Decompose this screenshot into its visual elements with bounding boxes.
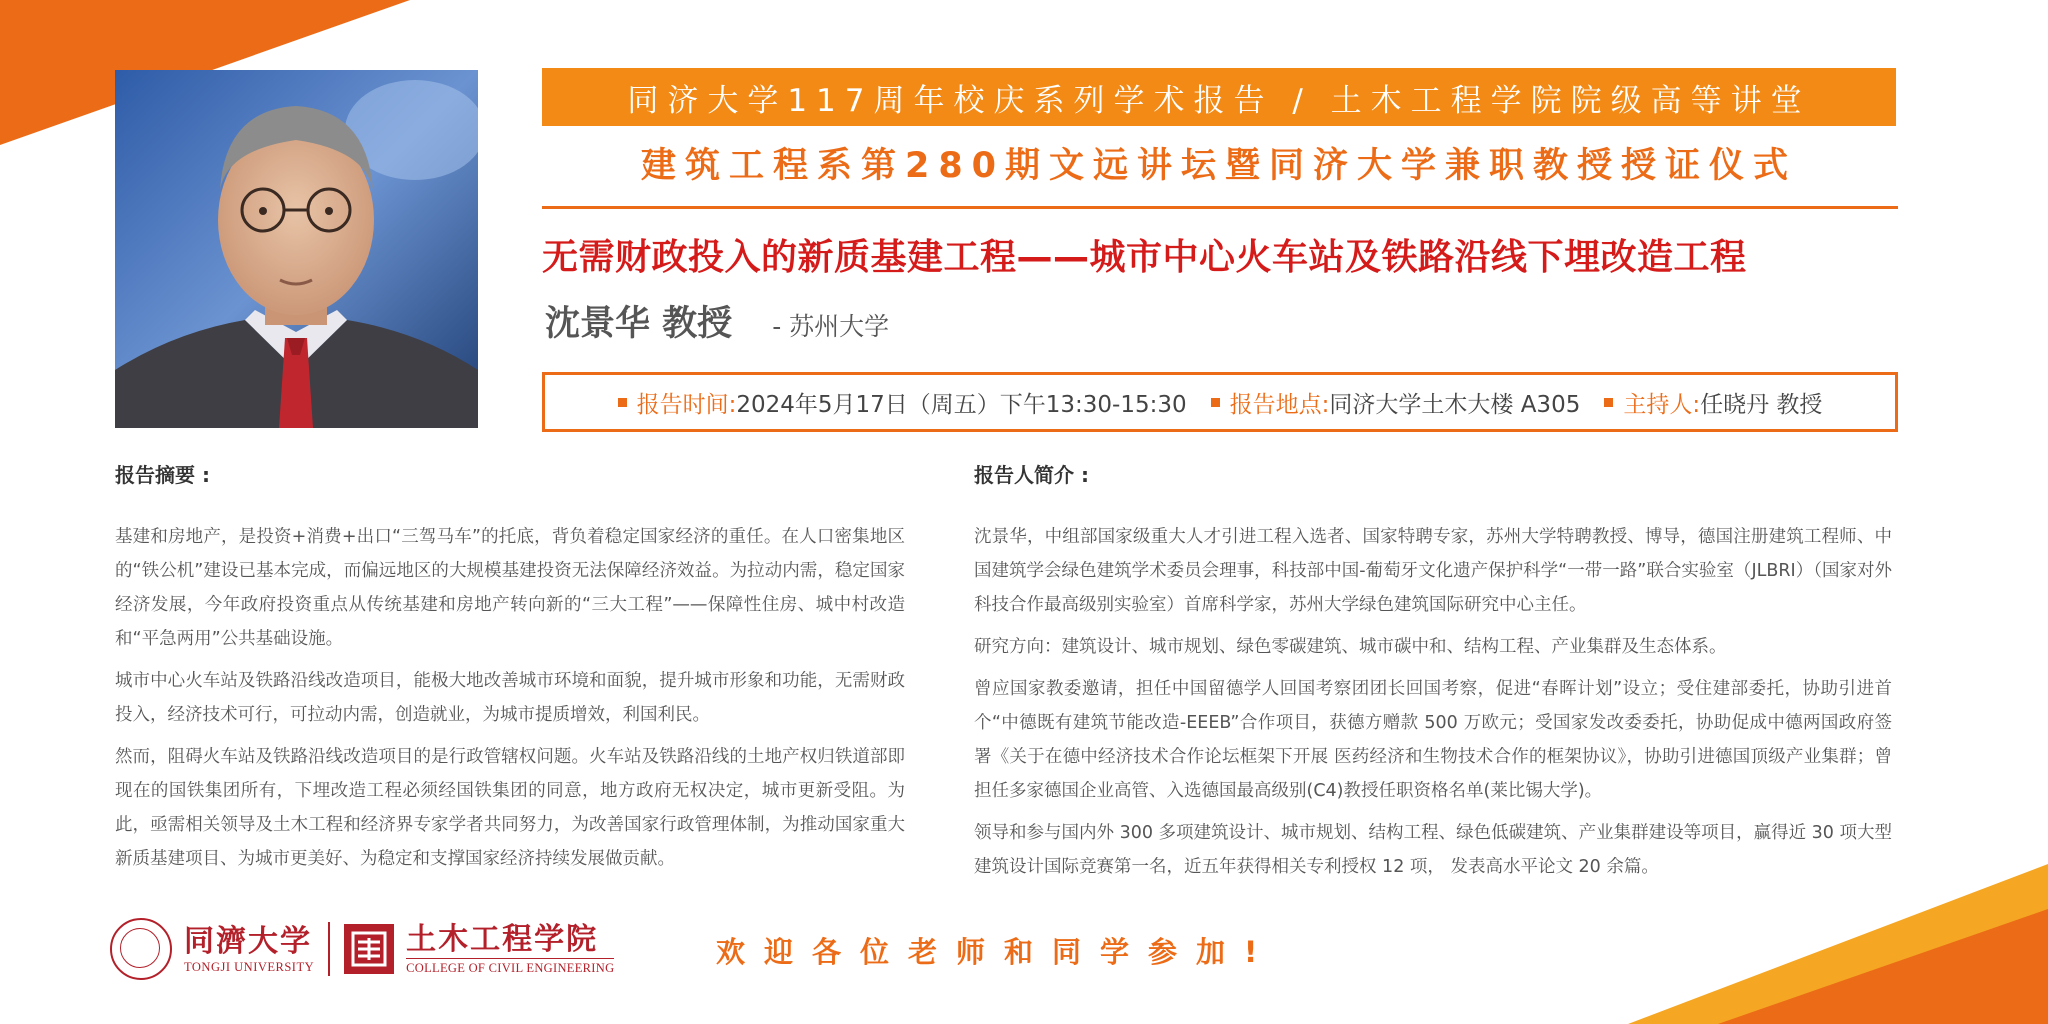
- host-label: 主持人:: [1623, 391, 1701, 418]
- logo-divider: [328, 922, 330, 976]
- bio-paragraph: 研究方向：建筑设计、城市规划、绿色零碳建筑、城市碳中和、结构工程、产业集群及生态体系。: [974, 637, 1727, 657]
- speaker-photo: [115, 70, 478, 428]
- place-label: 报告地点:: [1229, 391, 1330, 418]
- university-logo: [184, 924, 314, 975]
- university-name-en: TONGJI UNIVERSITY: [184, 959, 315, 974]
- square-bullet-icon: [1211, 398, 1220, 407]
- time-value: 2024年5月17日（周五）下午13:30-15:30: [736, 391, 1187, 418]
- university-name-cn: 同濟大学: [184, 923, 312, 959]
- bio-paragraph: 领导和参与国内外 300 多项建筑设计、城市规划、结构工程、绿色低碳建筑、产业集群建设等项目，赢得近 30 项大型建筑设计国际竞赛第一名，近五年获得相关专利授权 12 项， 发表高水平论文 20 余篇。: [974, 823, 1892, 877]
- square-bullet-icon: [618, 398, 627, 407]
- abstract-heading: 报告摘要 :: [115, 463, 210, 487]
- welcome-message: 欢迎各位老师和同学参加!: [716, 935, 1277, 969]
- abstract-paragraph: 然而，阻碍火车站及铁路沿线改造项目的是行政管辖权问题。火车站及铁路沿线的土地产权归铁道部即现在的国铁集团所有，下埋改造工程必须经国铁集团的同意，地方政府无权决定，城市更新受阻。为此，亟需相关领导及土木工程和经济界专家学者共同努力，为改善国家行政管理体制，为推动国家重大新质基建项目、为城市更美好、为稳定和支撑国家经济持续发展做贡献。: [115, 747, 905, 869]
- place-value: 同济大学土木大楼 A305: [1329, 391, 1581, 418]
- college-name-cn: 土木工程学院: [406, 922, 599, 957]
- decorative-triangle-bottom-right-dark: [1718, 909, 2048, 1024]
- bio-section: [974, 460, 1892, 892]
- bio-paragraph: 沈景华，中组部国家级重大人才引进工程入选者、国家特聘专家，苏州大学特聘教授、博导，德国注册建筑工程师、中国建筑学会绿色建筑学术委员会理事，科技部中国-葡萄牙文化遗产保护科学“一带一路”联合实验室（JLBRI）（国家对外科技合作最高级别实验室）首席科学家，苏州大学绿色建筑国际研究中心主任。: [974, 527, 1892, 615]
- bio-heading: 报告人简介 :: [974, 463, 1089, 487]
- college-logo: [406, 922, 614, 976]
- host-value: 任晓丹 教授: [1700, 391, 1823, 418]
- abstract-paragraph: 基建和房地产，是投资+消费+出口“三驾马车”的托底，背负着稳定国家经济的重任。在人口密集地区的“铁公机”建设已基本完成，而偏远地区的大规模基建投资无法保障经济效益。为拉动内需，稳定国家经济发展，今年政府投资重点从传统基建和房地产转向新的“三大工程”——保障性住房、城中村改造和“平急两用”公共基础设施。: [115, 527, 905, 649]
- info-host: [1604, 386, 1822, 419]
- talk-title: 无需财政投入的新质基建工程——城市中心火车站及铁路沿线下埋改造工程: [542, 237, 1747, 278]
- abstract-paragraph: 城市中心火车站及铁路沿线改造项目，能极大地改善城市环境和面貌，提升城市形象和功能，无需财政投入，经济技术可行，可拉动内需，创造就业，为城市提质增效，利国利民。: [115, 671, 905, 725]
- event-info-box: [542, 372, 1898, 432]
- title-divider: [542, 206, 1898, 209]
- info-time: [618, 386, 1187, 419]
- speaker-affiliation: - 苏州大学: [772, 312, 890, 341]
- tongji-seal-icon: [110, 918, 172, 980]
- bio-paragraph: 曾应国家教委邀请，担任中国留德学人回国考察团团长回国考察，促进“春晖计划”设立；受住建部委托，协助引进首个“中德既有建筑节能改造-EEEB”合作项目，获德方赠款 500 万欧元；受国家发改委委托，协助促成中德两国政府签署《关于在德中经济技术合作论坛框架下开展 医药经济和生物技术合作的框架协议》，协助引进德国顶级产业集群；曾担任多家德国企业高管、入选德国最高级别(C4)教授任职资格名单(莱比锡大学)。: [974, 679, 1892, 801]
- series-title: 建筑工程系第280期文远讲坛暨同济大学兼职教授授证仪式: [640, 146, 1798, 186]
- college-name-en: COLLEGE OF CIVIL ENGINEERING: [406, 958, 614, 976]
- info-place: [1211, 386, 1581, 419]
- speaker-name: 沈景华 教授: [545, 304, 733, 344]
- abstract-section: [115, 460, 905, 884]
- lecture-series-banner: 同济大学117周年校庆系列学术报告 / 土木工程学院院级高等讲堂: [542, 68, 1896, 126]
- footer-logos: [110, 918, 614, 980]
- time-label: 报告时间:: [636, 391, 737, 418]
- college-emblem-icon: [344, 924, 394, 974]
- speaker-line: [545, 296, 889, 346]
- square-bullet-icon: [1604, 398, 1613, 407]
